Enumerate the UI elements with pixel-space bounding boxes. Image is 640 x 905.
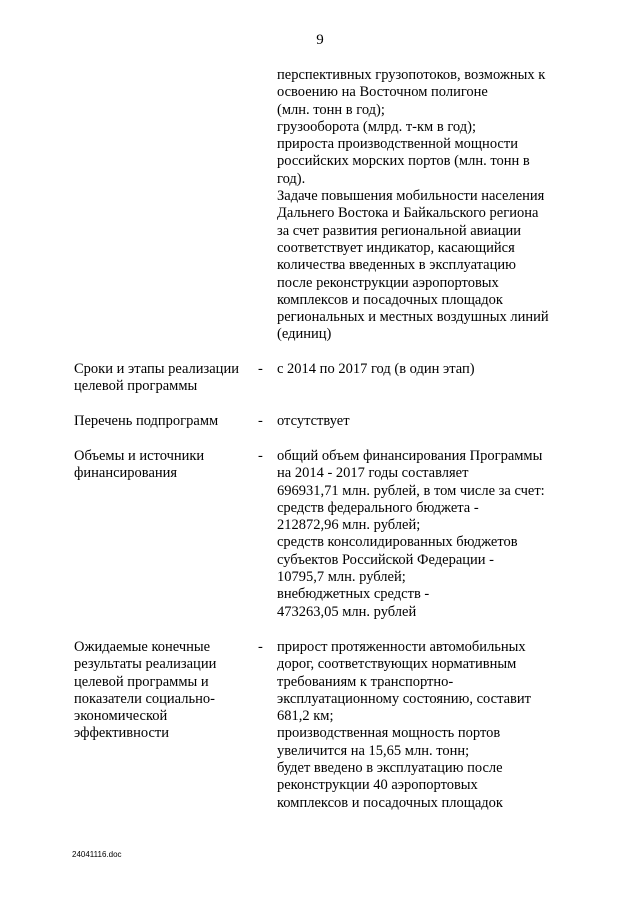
text-line: перспективных грузопотоков, возможных к bbox=[277, 67, 546, 83]
row-dash: - bbox=[258, 413, 263, 429]
row-label bbox=[74, 639, 254, 743]
value-line: эксплуатационному состоянию, составит bbox=[277, 690, 531, 707]
text-line: прироста производственной мощности bbox=[277, 136, 518, 153]
text-line: Задаче повышения мобильности населения bbox=[277, 188, 545, 205]
text-line: за счет развития региональной авиации bbox=[277, 222, 522, 239]
row-dash: - bbox=[258, 361, 263, 377]
value-line: на 2014 - 2017 годы составляет bbox=[277, 465, 469, 482]
label-line: целевой программы bbox=[74, 378, 198, 395]
row-label bbox=[74, 413, 254, 430]
value-line: 681,2 км; bbox=[277, 708, 334, 725]
value-line: внебюджетных средств - bbox=[277, 586, 430, 603]
value-line: 10795,7 млн. рублей; bbox=[277, 569, 406, 586]
text-line: (единиц) bbox=[277, 326, 332, 343]
text-line: соответствует индикатор, касающийся bbox=[277, 239, 515, 256]
label-line: результаты реализации bbox=[74, 656, 217, 673]
text-line: после реконструкции аэропортовых bbox=[277, 274, 499, 291]
label-line: экономической bbox=[74, 708, 168, 725]
text-line: региональных и местных воздушных линий bbox=[277, 309, 549, 326]
value-line: увеличится на 15,65 млн. тонн; bbox=[277, 742, 470, 759]
value-line: комплексов и посадочных площадок bbox=[277, 794, 503, 811]
value-line: дорог, соответствующих нормативным bbox=[277, 656, 517, 673]
text-line: комплексов и посадочных площадок bbox=[277, 291, 503, 308]
value-line: прирост протяженности автомобильных bbox=[277, 639, 526, 655]
row-value bbox=[277, 448, 577, 621]
row-label bbox=[74, 448, 254, 483]
text-line: (млн. тонн в год); bbox=[277, 101, 385, 118]
value-line: средств консолидированных бюджетов bbox=[277, 534, 518, 551]
row-dash: - bbox=[258, 639, 263, 655]
text-line: грузооборота (млрд. т-км в год); bbox=[277, 118, 476, 135]
value-line: средств федерального бюджета - bbox=[277, 499, 479, 516]
label-line: эффективности bbox=[74, 725, 169, 742]
row-value bbox=[277, 639, 577, 812]
row-value bbox=[277, 361, 577, 378]
row-dash: - bbox=[258, 448, 263, 464]
label-line: Объемы и источники bbox=[74, 448, 205, 464]
label-line: Перечень подпрограмм bbox=[74, 413, 219, 429]
text-line: Дальнего Востока и Байкальского региона bbox=[277, 205, 539, 222]
value-line: реконструкции 40 аэропортовых bbox=[277, 777, 478, 794]
document-filename: 24041116.doc bbox=[72, 850, 122, 859]
value-line: будет введено в эксплуатацию после bbox=[277, 760, 503, 777]
row-label bbox=[74, 361, 254, 396]
label-line: показатели социально- bbox=[74, 690, 215, 707]
label-line: Ожидаемые конечные bbox=[74, 639, 211, 655]
label-line: финансирования bbox=[74, 465, 178, 482]
intro-paragraph bbox=[277, 67, 577, 344]
label-line: целевой программы и bbox=[74, 673, 209, 690]
label-line: Сроки и этапы реализации bbox=[74, 361, 239, 377]
value-line: с 2014 по 2017 год (в один этап) bbox=[277, 361, 475, 377]
value-line: 473263,05 млн. рублей bbox=[277, 603, 417, 620]
value-line: отсутствует bbox=[277, 413, 350, 429]
value-line: 696931,71 млн. рублей, в том числе за счет: bbox=[277, 482, 545, 499]
row-value bbox=[277, 413, 577, 430]
value-line: производственная мощность портов bbox=[277, 725, 501, 742]
value-line: субъектов Российской Федерации - bbox=[277, 551, 494, 568]
text-line: количества введенных в эксплуатацию bbox=[277, 257, 516, 274]
text-line: год). bbox=[277, 170, 306, 187]
page-number: 9 bbox=[316, 32, 324, 48]
value-line: общий объем финансирования Программы bbox=[277, 448, 543, 464]
text-line: освоению на Восточном полигоне bbox=[277, 84, 488, 101]
text-line: российских морских портов (млн. тонн в bbox=[277, 153, 530, 170]
value-line: 212872,96 млн. рублей; bbox=[277, 517, 421, 534]
value-line: требованиям к транспортно- bbox=[277, 673, 454, 690]
